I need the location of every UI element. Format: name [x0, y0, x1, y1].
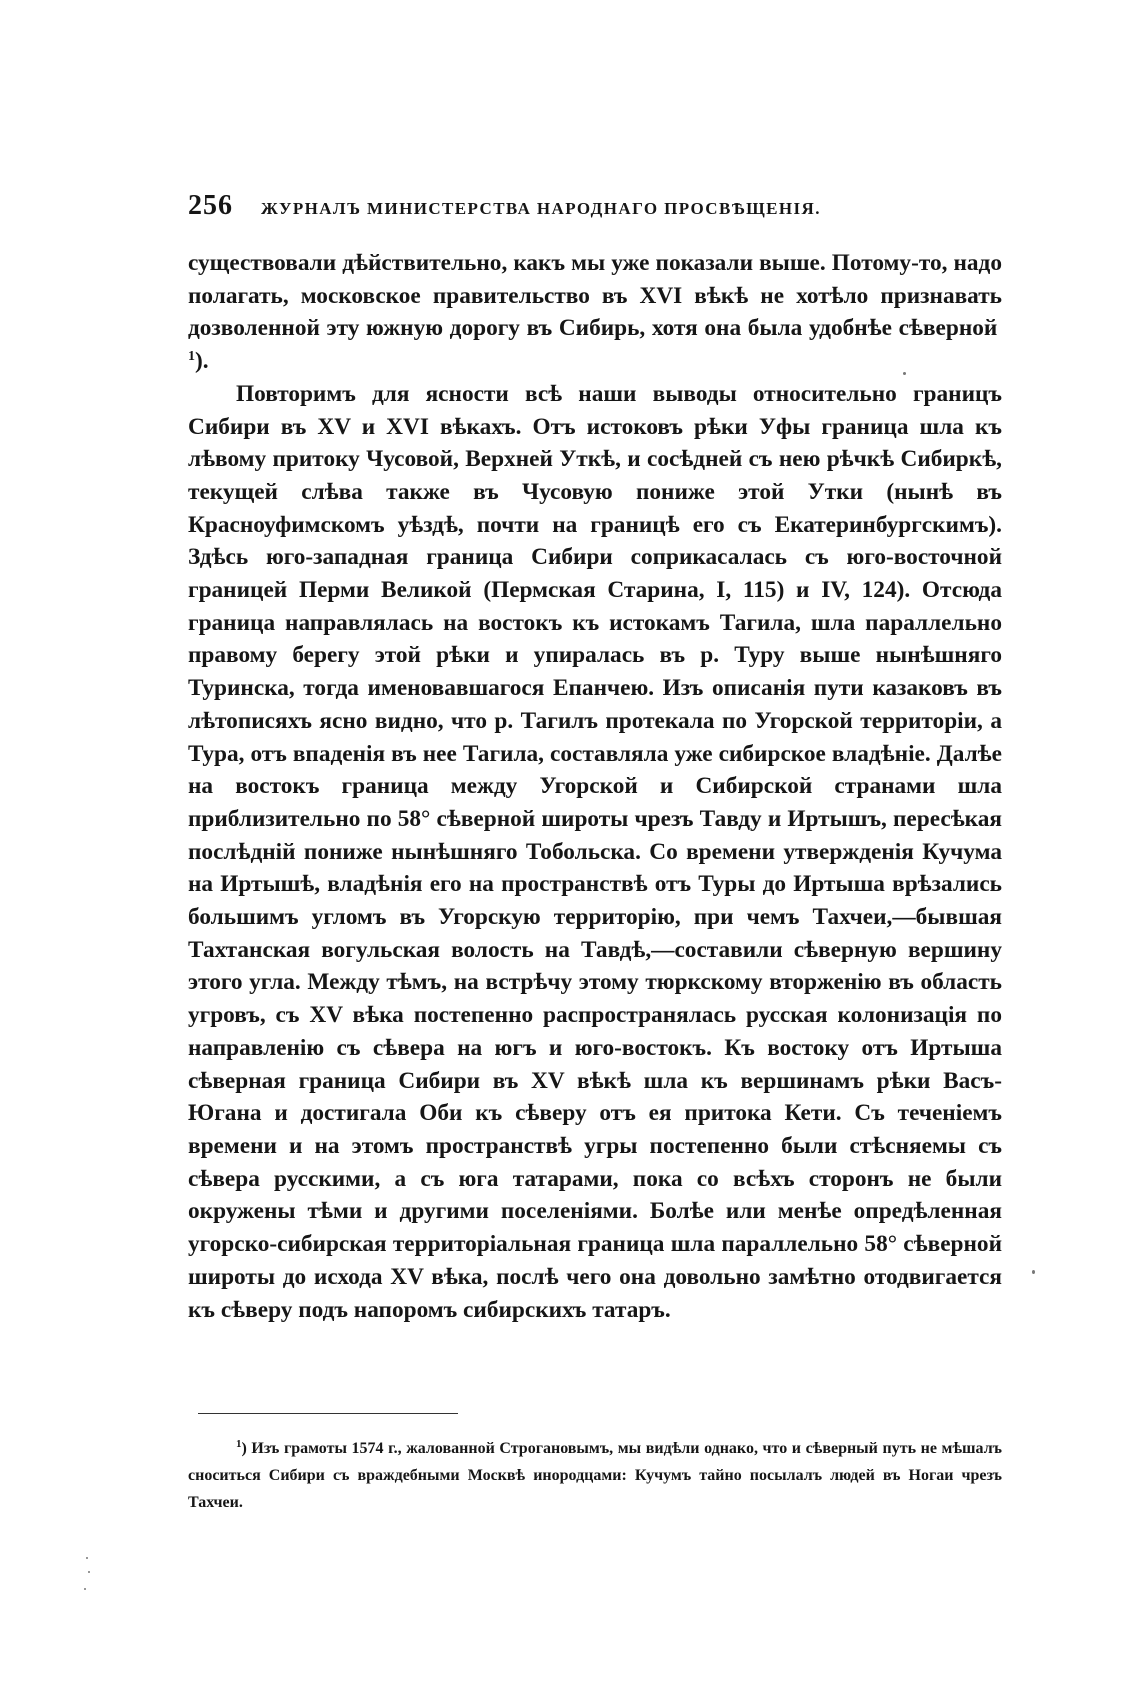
main-text	[188, 247, 1002, 1326]
paragraph: Повторимъ для ясности всѣ наши выводы относительно границъ Сибири въ XV и XVI вѣкахъ. Отъ истоковъ рѣки Уфы граница шла къ лѣвому притоку Чусовой, Верхней Уткѣ, и сосѣдней съ нею рѣчкѣ Сибиркѣ, текущей слѣва также въ Чусовую пониже этой Утки (нынѣ въ Красноуфимскомъ уѣздѣ, почти на границѣ его съ Екатеринбургскимъ). Здѣсь юго-западная граница Сибири соприкасалась съ юго-восточной границей Перми Великой (Пермская Старина, I, 115) и IV, 124). Отсюда граница направлялась на востокъ къ истокамъ Тагила, шла параллельно правому берегу этой рѣки и упиралась въ р. Туру выше нынѣшняго Туринска, тогда именовавшагося Епанчею. Изъ описанія пути казаковъ въ лѣтописяхъ ясно видно, что р. Тагилъ протекала по Угорской территоріи, а Тура, отъ впаденія въ нее Тагила, составляла уже сибирское владѣніе. Далѣе на востокъ граница между Угорской и Сибирской странами шла приблизительно по 58° сѣверной широты чрезъ Тавду и Иртышъ, пересѣкая послѣдній пониже нынѣшняго Тобольска. Со времени утвержденія Кучума на Иртышѣ, владѣнія его на пространствѣ отъ Туры до Иртыша врѣзались большимъ угломъ въ Угорскую территорію, при чемъ Тахчеи,—бывшая Тахтанская вогульская волость на Тавдѣ,—составили сѣверную вершину этого угла. Между тѣмъ, на встрѣчу этому тюркскому вторженію въ область угровъ, съ XV вѣка постепенно распространялась русская колонизація по направленію съ сѣвера на югъ и юго-востокъ. Къ востоку отъ Иртыша сѣверная граница Сибири въ XV вѣкѣ шла къ вершинамъ рѣки Васъ-Югана и достигала Оби къ сѣверу отъ ея притока Кети. Съ теченіемъ времени и на этомъ пространствѣ угры постепенно были стѣсняемы съ сѣвера русскими, а съ юга татарами, пока со всѣхъ сторонъ не были окружены тѣми и другими поселеніями. Болѣе или менѣе опредѣленная угорско-сибирская территоріальная граница шла параллельно 58° сѣверной широты до исхода XV вѣка, послѣ чего она довольно замѣтно отодвигается къ сѣверу подъ напоромъ сибирскихъ татаръ.	[188, 380, 1002, 1323]
footnote	[188, 1435, 1002, 1516]
running-head	[188, 190, 1008, 224]
page-number: 256	[188, 190, 233, 221]
journal-title: ЖУРНАЛЪ МИНИСТЕРСТВА НАРОДНАГО ПРОСВѢЩЕНІЯ.	[261, 199, 821, 218]
print-speck	[84, 1588, 86, 1590]
print-speck	[1032, 1270, 1035, 1274]
footnote-divider	[198, 1413, 458, 1414]
print-speck	[903, 372, 906, 375]
footnote-marker: 1	[236, 1438, 242, 1450]
print-speck	[88, 1571, 90, 1573]
paragraph-text: существовали дѣйствительно, какъ мы уже показали выше. Потому-то, надо полагать, московское правительство въ XVI вѣкѣ не хотѣло признавать дозволенной эту южную дорогу въ Сибирь, хотя она была удобнѣе сѣверной	[188, 250, 1002, 342]
print-speck	[86, 1557, 88, 1559]
paragraph-continuation	[188, 247, 1002, 378]
footnote-reference: 1	[188, 349, 195, 365]
footnote-text: ) Изъ грамоты 1574 г., жалованной Строгановымъ, мы видѣли однако, что и сѣверный путь не мѣшалъ сноситься Сибири съ враждебными Москвѣ инородцами: Кучумъ тайно посылалъ людей въ Ногаи чрезъ Тахчеи.	[188, 1440, 1002, 1511]
paragraph-end: ).	[195, 348, 209, 375]
